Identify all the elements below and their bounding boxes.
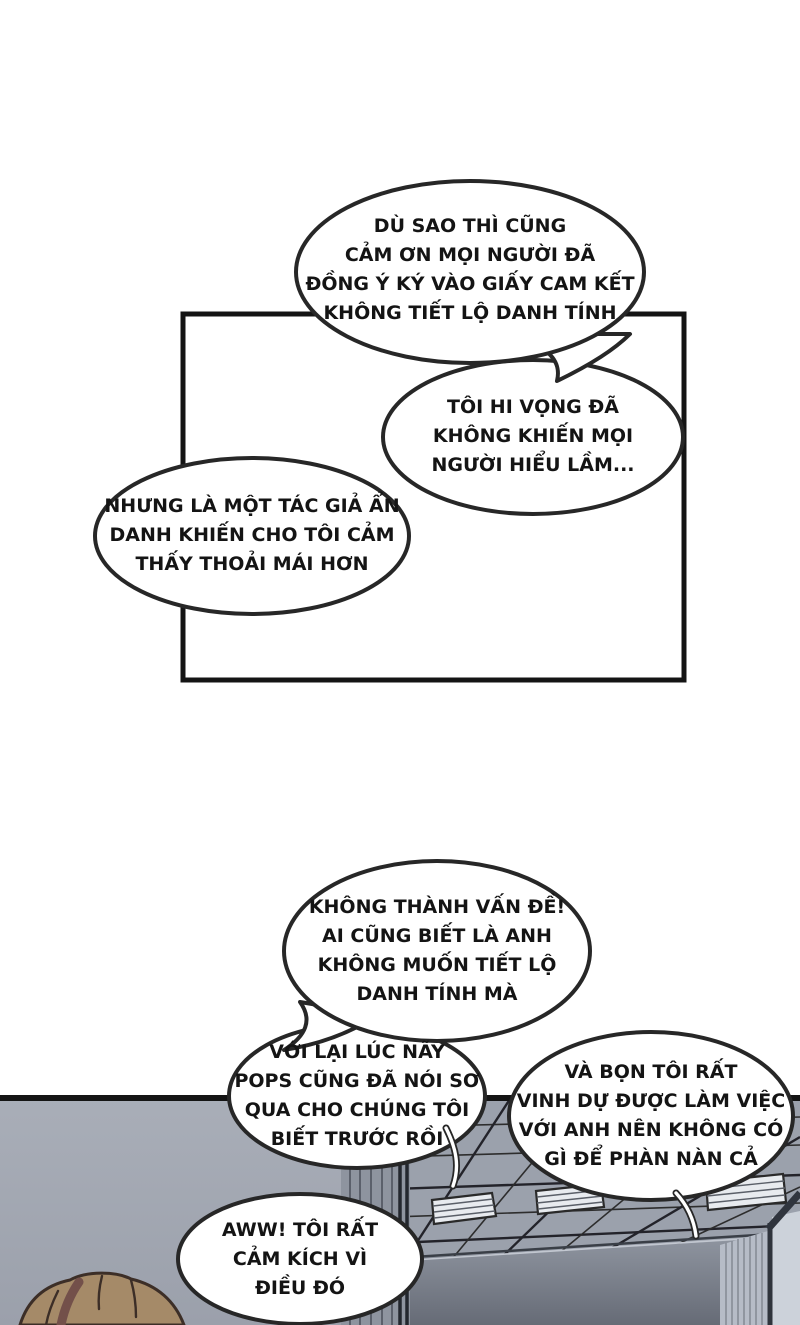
speech-text-pops: VỚI LẠI LÚC NÃY POPS CŨNG ĐÃ NÓI SƠ QUA CHO CHÚNG TÔI BIẾT TRƯỚC RỒI xyxy=(234,1041,480,1150)
speech-text-hope: TÔI HI VỌNG ĐÃ KHÔNG KHIẾN MỌI NGƯỜI HIỂU LẦM... xyxy=(431,396,635,476)
speech-text-thanks: DÙ SAO THÌ CŨNG CẢM ƠN MỌI NGƯỜI ĐÃ ĐỒNG Ý KÝ VÀO GIẤY CAM KẾT KHÔNG TIẾT LỘ DANH TÍNH xyxy=(305,215,635,324)
speech-text-honored: VÀ BỌN TÔI RẤT VINH DỰ ĐƯỢC LÀM VIỆC VỚI ANH NÊN KHÔNG CÓ GÌ ĐỂ PHÀN NÀN CẢ xyxy=(516,1061,786,1170)
speech-text-no-problem: KHÔNG THÀNH VẤN ĐỀ! AI CŨNG BIẾT LÀ ANH KHÔNG MUỐN TIẾT LỘ DANH TÍNH MÀ xyxy=(308,896,566,1005)
speech-bubble-tail xyxy=(676,1193,696,1236)
speech-text-grateful: AWW! TÔI RẤT CẢM KÍCH VÌ ĐIỀU ĐÓ xyxy=(221,1219,379,1299)
speech-text-anonymous: NHƯNG LÀ MỘT TÁC GIẢ ẨN DANH KHIẾN CHO TÔI CẢM THẤY THOẢI MÁI HƠN xyxy=(104,495,400,575)
